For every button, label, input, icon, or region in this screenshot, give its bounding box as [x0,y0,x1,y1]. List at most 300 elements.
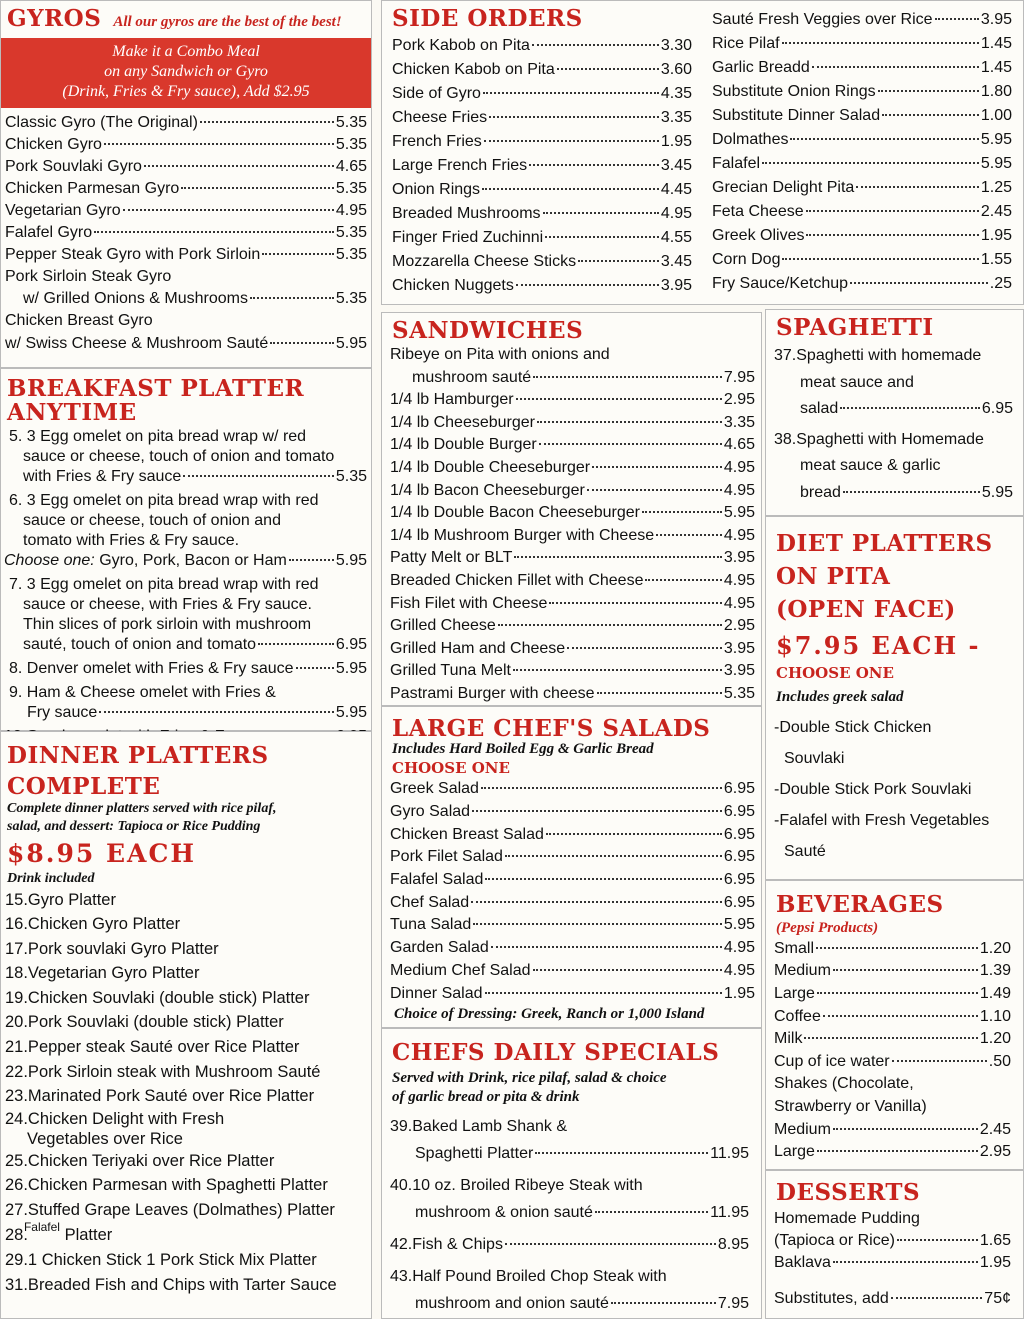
item-price: 6.95 [723,893,755,911]
desserts-section [765,1170,1024,1319]
menu-item [712,176,1012,200]
leader-dots [472,810,722,812]
item-name: Chicken Parmesan Gyro [5,179,180,197]
leader-dots [513,669,722,671]
item-name: Cheese Fries [392,109,488,126]
item-name: Fry Sauce/Ketchup [712,275,849,292]
item-name: Chicken Nuggets [392,277,514,294]
side-orders-title: SIDE ORDERS [392,5,583,32]
item-name: Grilled Ham and Cheese [390,639,566,657]
menu-item [390,801,755,824]
menu-item: 38.Spaghetti with Homemade [774,430,984,448]
item-name: Gyro Salad [390,802,471,820]
menu-item [390,824,755,847]
leader-dots [514,556,721,558]
item-name: Dolmathes [712,131,789,148]
menu-item: Baklava 1.95 [774,1254,1011,1271]
item-price: 1.49 [979,984,1011,1002]
leader-dots [484,140,659,142]
item-price: 1.80 [980,83,1012,100]
diet-item: -Double Stick Chicken [774,719,932,737]
leader-dots [539,443,722,445]
item-name: Vegetarian Gyro [5,202,121,220]
platter-item: 15.Gyro Platter [5,890,116,909]
platter-item: 26.Chicken Parmesan with Spaghetti Platter [5,1176,328,1195]
menu-item [392,58,692,82]
leader-dots [491,946,722,948]
leader-dots [473,923,722,925]
menu-item [392,82,692,106]
leader-dots [200,121,334,123]
item-name: Substitute Onion Rings [712,83,876,100]
item-price: 1.10 [979,1007,1011,1025]
menu-item: 43.Half Pound Broiled Chop Steak with [390,1267,667,1285]
item-price: 4.95 [660,205,692,222]
item-price: 4.95 [723,526,755,544]
item-name: Falafel [712,155,761,172]
item-name: Chef Salad [390,893,470,911]
menu-item [5,134,367,156]
dinner-list [1,888,371,1298]
item-name: Falafel Salad [390,871,484,889]
leader-dots [471,901,722,903]
item-price: 5.35 [335,135,367,153]
leader-dots [567,647,722,649]
menu-item [392,274,692,298]
item-price: 5.95 [723,504,755,522]
item-name: Breaded Mushrooms [392,205,541,222]
leader-dots [481,787,722,789]
dinner-note: Complete dinner platters served with rice pilaf, [7,801,277,816]
menu-item [390,593,755,616]
platter-item: 27.Stuffed Grape Leaves (Dolmathes) Platter [5,1201,335,1220]
menu-item: Shakes (Chocolate, [774,1075,914,1093]
item-price: 2.45 [979,1120,1011,1138]
menu-item [712,32,1012,56]
item-name: 1/4 lb Mushroom Burger with Cheese [390,526,655,544]
menu-item: Thin slices of pork sirloin with mushroom [23,616,312,633]
item-price: 3.95 [723,549,755,567]
salads-note: Includes Hard Boiled Egg & Garlic Bread [392,741,654,757]
salads-section [381,706,762,1028]
menu-item: bread 5.95 [800,483,1013,501]
leader-dots [533,969,722,971]
item-name: Onion Rings [392,181,481,198]
item-name: Coffee [774,1007,821,1025]
item-price: 4.95 [723,939,755,957]
item-price: 1.95 [980,227,1012,244]
sandwich-list [390,389,755,705]
menu-item [390,547,755,570]
menu-item: mushroom & onion sauté 11.95 [415,1203,749,1221]
menu-item: salad 6.95 [800,400,1013,417]
menu-item [390,778,755,801]
item-name: 1/4 lb Double Cheeseburger [390,458,591,476]
menu-item [392,34,692,58]
leader-dots [546,833,722,835]
menu-item: Substitutes, add 75¢ [774,1290,1011,1307]
menu-item [392,226,692,250]
diet-item: Sauté [784,843,826,861]
menu-item: with Fries & Fry sauce 5.35 [23,468,367,485]
item-name: Substitute Dinner Salad [712,107,881,124]
item-price: 3.35 [660,109,692,126]
leader-dots [806,234,978,236]
platter-item: 31.Breaded Fish and Chips with Tarter Sauce [5,1275,337,1294]
item-price: 3.95 [723,662,755,680]
platter-item: 17.Pork souvlaki Gyro Platter [5,939,219,958]
menu-item [390,914,755,937]
sandwiches-title: SANDWICHES [392,317,584,344]
shake-list [774,1119,1011,1164]
item-price: 4.95 [723,961,755,979]
item-name: Pork Souvlaki Gyro [5,157,142,175]
leader-dots [790,138,978,140]
menu-item [390,480,755,503]
item-name: Pork Filet Salad [390,848,503,866]
item-name: Patty Melt or BLT [390,549,513,567]
item-name: Greek Salad [390,780,479,798]
menu-item: 42.Fish & Chips 8.95 [390,1235,749,1253]
salads-choose: CHOOSE ONE [392,758,510,777]
leader-dots [817,992,978,994]
item-price: 5.35 [335,113,367,131]
side-orders-section [381,0,1024,305]
item-price: 6.95 [723,848,755,866]
gyros-title: GYROS [7,5,102,32]
item-price: 3.30 [660,37,692,54]
item-price: 6.95 [723,825,755,843]
item-name: Dinner Salad [390,984,483,1002]
item-name: Large [774,1143,815,1161]
item-name: Corn Dog [712,251,781,268]
menu-item: Ribeye on Pita with onions and [390,346,610,363]
item-price: 4.95 [723,594,755,612]
menu-item: mushroom sauté 7.95 [412,368,755,386]
leader-dots [505,855,722,857]
menu-item [712,8,1012,32]
item-name: Side of Gyro [392,85,481,102]
item-price: 2.95 [979,1143,1011,1161]
menu-item: Spaghetti Platter 11.95 [415,1144,749,1162]
menu-item [774,960,1011,983]
leader-dots [483,92,659,94]
menu-item [774,1119,1011,1142]
leader-dots [94,231,334,233]
item-name: Chicken Gyro [5,135,102,153]
menu-item [390,457,755,480]
combo-line: Make it a Combo Meal [112,42,260,60]
leader-dots [545,236,659,238]
item-price: 6.95 [723,780,755,798]
item-price: 5.35 [335,179,367,197]
item-price: 4.65 [335,157,367,175]
item-name: Grilled Cheese [390,617,496,635]
specials-note: Served with Drink, rice pilaf, salad & choice [392,1070,667,1086]
leader-dots [856,186,979,188]
menu-item: 8. Denver omelet with Fries & Fry sauce 5.95 [9,660,367,677]
dinner-note: salad, and dessert: Tapioca or Rice Pudding [7,818,261,834]
menu-item [390,869,755,892]
leader-dots [537,421,722,423]
platter-item: 20.Pork Souvlaki (double stick) Platter [5,1013,284,1032]
leader-dots [181,187,334,189]
platter-item: 23.Marinated Pork Sauté over Rice Platter [5,1087,315,1106]
specials-section [381,1028,762,1319]
gyros-tagline: All our gyros are the best of the best! [113,14,342,30]
menu-item [392,154,692,178]
menu-item: 5. 3 Egg omelet on pita bread wrap w/ red [9,428,307,445]
leader-dots [892,1060,987,1062]
leader-dots [833,1128,978,1130]
menu-item [5,222,367,244]
leader-dots [935,18,979,20]
leader-dots [878,90,979,92]
menu-item [712,128,1012,152]
leader-dots [817,1150,978,1152]
menu-item [774,1051,1011,1074]
menu-item: mushroom and onion sauté 7.95 [415,1294,749,1312]
menu-item [390,615,755,638]
item-name: Garden Salad [390,939,489,957]
leader-dots [485,878,721,880]
beverage-list [774,938,1011,1074]
leader-dots [549,602,721,604]
menu-item [390,960,755,983]
menu-item: sauce or cheese, touch of onion and [23,512,281,529]
leader-dots [782,258,978,260]
item-price: 4.95 [723,571,755,589]
item-price: 1.25 [980,179,1012,196]
leader-dots [498,624,722,626]
menu-item [390,389,755,412]
diet-item: Souvlaki [784,750,845,768]
leader-dots [782,42,979,44]
menu-item [390,846,755,869]
menu-item: 40.10 oz. Broiled Ribeye Steak with [390,1176,643,1194]
item-name: Chicken Breast Salad [390,825,544,843]
item-price: 5.95 [980,155,1012,172]
leader-dots [543,212,659,214]
item-price: 4.95 [723,458,755,476]
spaghetti-title: SPAGHETTI [776,314,934,341]
menu-item: sauce or cheese, touch of onion and tomato [23,448,335,465]
specials-title: CHEFS DAILY SPECIALS [392,1039,720,1066]
item-price: 1.45 [980,59,1012,76]
item-price: 2.45 [980,203,1012,220]
menu-item [774,983,1011,1006]
item-name: Chicken Kabob on Pita [392,61,555,78]
menu-item [390,937,755,960]
menu-item [5,244,367,266]
leader-dots [123,209,334,211]
item-price: 5.95 [980,131,1012,148]
menu-item [390,434,755,457]
menu-item: Chicken Breast Gyro [5,312,153,330]
menu-item: 9. Ham & Cheese omelet with Fries & [9,684,276,701]
item-price: 1.55 [980,251,1012,268]
dinner-price: $8.95 EACH [7,839,196,868]
combo-line: on any Sandwich or Gyro [104,62,268,80]
menu-item [392,250,692,274]
menu-item [5,112,367,134]
leader-dots [485,992,722,994]
menu-item [712,248,1012,272]
leader-dots [557,68,659,70]
item-price: 6.95 [723,802,755,820]
item-name: Mozzarella Cheese Sticks [392,253,577,270]
item-price: 1.95 [723,984,755,1002]
diet-title-2: ON PITA [776,563,891,590]
platter-item: 22.Pork Sirloin steak with Mushroom Sauté [5,1062,321,1081]
diet-section [765,516,1024,880]
menu-item [390,683,755,706]
menu-item: 39.Baked Lamb Shank & [390,1117,568,1135]
item-name: Small [774,939,815,957]
gyros-list [1,108,371,267]
item-price: 1.95 [660,133,692,150]
item-price: 4.95 [723,481,755,499]
item-name: Fish Filet with Cheese [390,594,548,612]
item-price: 1.00 [980,107,1012,124]
menu-item [392,130,692,154]
menu-item [390,638,755,661]
menu-item: Pork Sirloin Steak Gyro [5,268,172,286]
menu-item: (Tapioca or Rice) 1.65 [774,1232,1011,1249]
item-price: 3.45 [660,157,692,174]
leader-dots [516,284,659,286]
item-name: Large [774,984,815,1002]
diet-note: Includes greek salad [776,688,904,705]
item-name: Medium [774,962,831,980]
menu-item [390,570,755,593]
platter-item: 16.Chicken Gyro Platter [5,915,181,934]
item-name: Sauté Fresh Veggies over Rice [712,11,933,28]
combo-line: (Drink, Fries & Fry sauce), Add $2.95 [62,82,310,100]
item-price: 4.95 [335,202,367,220]
side-orders-list [392,34,692,298]
dinner-title: DINNER PLATTERS [7,742,269,769]
menu-item [712,104,1012,128]
menu-item [712,56,1012,80]
beverages-title: BEVERAGES [776,891,944,918]
platter-item: 24.Chicken Delight with Fresh [5,1109,225,1128]
item-name: Finger Fried Zuchinni [392,229,544,246]
platter-item: 21.Pepper steak Sauté over Rice Platter [5,1038,300,1057]
menu-item: 6. 3 Egg omelet on pita bread wrap with red [9,492,319,509]
item-name: Medium [774,1120,831,1138]
menu-item: sauté, touch of onion and tomato 6.95 [23,636,367,653]
side-orders-list-right [712,8,1012,296]
menu-item: Homemade Pudding [774,1210,920,1227]
menu-item [390,892,755,915]
dinner-title-2: COMPLETE [7,773,161,800]
spaghetti-section [765,309,1024,516]
item-price: 2.95 [723,391,755,409]
menu-item [712,152,1012,176]
leader-dots [597,692,722,694]
combo-banner [1,38,371,108]
leader-dots [823,1015,978,1017]
menu-item: w/ Grilled Onions & Mushrooms 5.35 [23,290,367,308]
menu-item [712,224,1012,248]
salad-list [382,778,761,1005]
leader-dots [532,44,659,46]
menu-item [5,200,367,222]
leader-dots [762,162,979,164]
item-price: 4.45 [660,181,692,198]
item-price: 3.60 [660,61,692,78]
leader-dots [816,947,978,949]
dinner-section [0,731,372,1319]
platter-item: 19.Chicken Souvlaki (double stick) Platter [5,988,310,1007]
item-name: Large French Fries [392,157,528,174]
drink-included: Drink included [7,871,95,886]
leader-dots [812,66,979,68]
leader-dots [489,116,659,118]
item-price: 4.35 [660,85,692,102]
leader-dots [592,466,722,468]
leader-dots [645,579,721,581]
diet-title: DIET PLATTERS [776,530,993,557]
item-name: Rice Pilaf [712,35,780,52]
menu-item [774,1028,1011,1051]
sandwiches-section [381,312,762,706]
item-name: 1/4 lb Double Burger [390,436,537,454]
menu-item [712,80,1012,104]
diet-choose: CHOOSE ONE [776,664,894,682]
item-name: Feta Cheese [712,203,804,220]
diet-item: -Falafel with Fresh Vegetables [774,812,990,830]
dressing-note: Choice of Dressing: Greek, Ranch or 1,000 Island [394,1006,705,1023]
leader-dots [262,253,334,255]
item-name: Classic Gyro (The Original) [5,113,198,131]
salads-title: LARGE CHEF'S SALADS [392,715,711,742]
leader-dots [516,398,722,400]
item-name: French Fries [392,133,482,150]
item-name: Milk [774,1030,803,1048]
menu-item [390,525,755,548]
item-name: 1/4 lb Hamburger [390,391,514,409]
menu-item: 37.Spaghetti with homemade [774,347,982,364]
leader-dots [578,260,659,262]
menu-item [390,660,755,683]
leader-dots [804,1037,977,1039]
item-price: 1.45 [980,35,1012,52]
menu-item [774,1141,1011,1164]
diet-item: -Double Stick Pork Souvlaki [774,781,972,799]
item-price: 1.20 [979,939,1011,957]
menu-item: tomato with Fries & Fry sauce. [23,532,240,549]
platter-item: 28.$^{Falafel}$ Platter [5,1219,113,1244]
menu-item [392,202,692,226]
item-name: Grilled Tuna Melt [390,662,511,680]
leader-dots [587,489,722,491]
item-name: Greek Olives [712,227,805,244]
item-name: Pork Kabob on Pita [392,37,530,54]
menu-item [712,200,1012,224]
item-name: Falafel Gyro [5,224,93,242]
item-name: Cup of ice water [774,1052,890,1070]
leader-dots [104,143,334,145]
leader-dots [833,969,978,971]
item-price: 5.35 [723,684,755,702]
menu-item [390,412,755,435]
menu-item [774,1006,1011,1029]
beverages-note: (Pepsi Products) [776,920,879,936]
gyros-section [0,0,372,368]
item-name: Tuna Salad [390,916,472,934]
